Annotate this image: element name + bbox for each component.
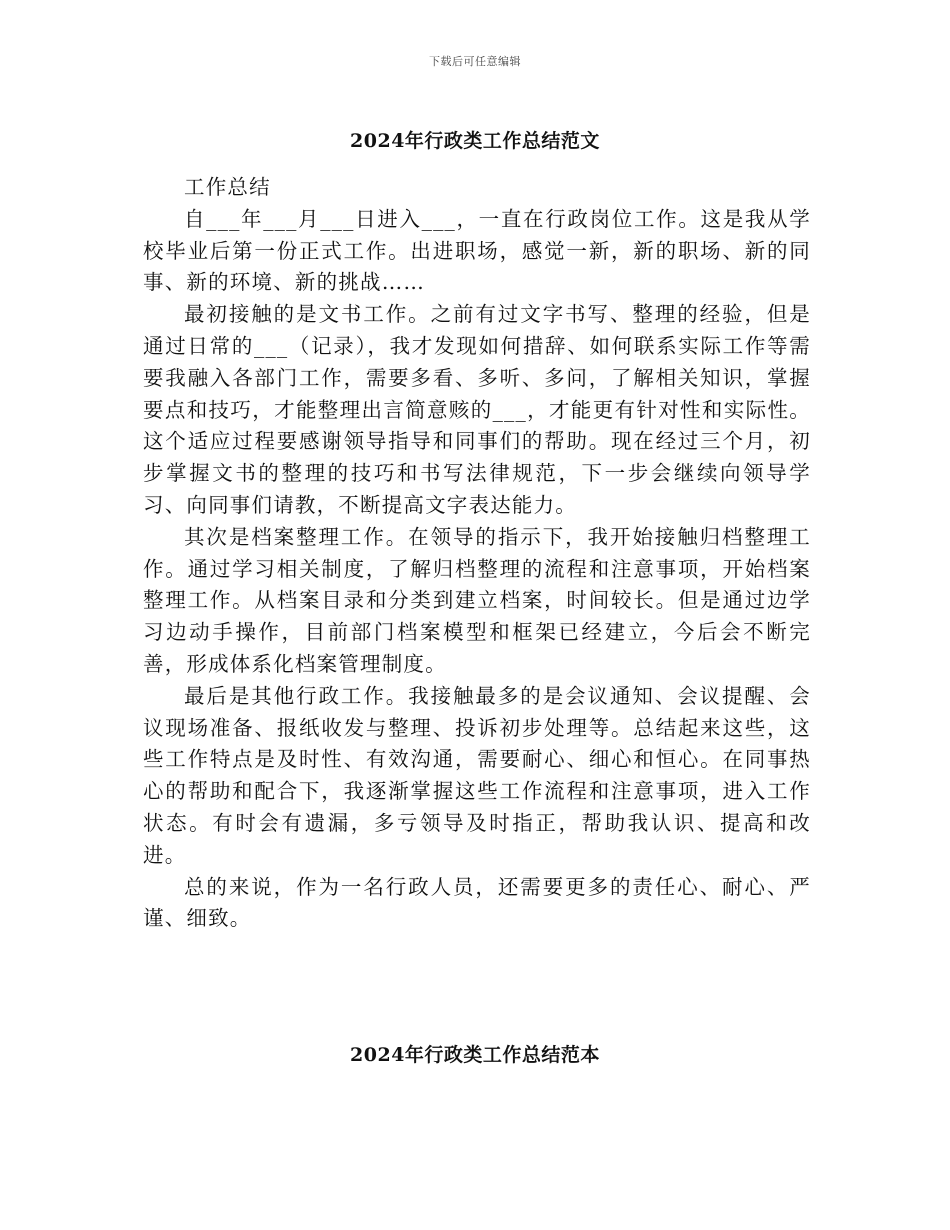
document-title: 2024年行政类工作总结范文: [350, 130, 600, 152]
header-note: 下载后可任意编辑: [429, 55, 521, 68]
paragraph: 其次是档案整理工作。在领导的指示下，我开始接触归档整理工作。通过学习相关制度，了解归档整理的流程和注意事项，开始档案整理工作。从档案目录和分类到建立档案，时间较长。但是通过边学习边动手操作，目前部门档案模型和框架已经建立，今后会不断完善，形成体系化档案管理制度。: [143, 524, 811, 676]
paragraph: 最后是其他行政工作。我接触最多的是会议通知、会议提醒、会议现场准备、报纸收发与整理、投诉初步处理等。总结起来这些，这些工作特点是及时性、有效沟通，需要耐心、细心和恒心。在同事热心的帮助和配合下，我逐渐掌握这些工作流程和注意事项，进入工作状态。有时会有遗漏，多亏领导及时指正，帮助我认识、提高和改进。: [143, 683, 811, 867]
document-body: [143, 172, 811, 935]
paragraph: 自___年___月___日进入___，一直在行政岗位工作。这是我从学校毕业后第一份正式工作。出进职场，感觉一新，新的职场、新的同事、新的环境、新的挑战……: [143, 206, 811, 295]
paragraph: 总的来说，作为一名行政人员，还需要更多的责任心、耐心、严谨、细致。: [143, 874, 811, 931]
paragraph-heading: 工作总结: [184, 175, 271, 199]
second-document-title: 2024年行政类工作总结范本: [350, 1044, 600, 1066]
paragraph: 最初接触的是文书工作。之前有过文字书写、整理的经验，但是通过日常的___（记录），我才发现如何措辞、如何联系实际工作等需要我融入各部门工作，需要多看、多听、多问，了解相关知识，掌握要点和技巧，才能整理出言简意赅的___，才能更有针对性和实际性。这个适应过程要感谢领导指导和同事们的帮助。现在经过三个月，初步掌握文书的整理的技巧和书写法律规范，下一步会继续向领导学习、向同事们请教，不断提高文字表达能力。: [143, 302, 811, 517]
